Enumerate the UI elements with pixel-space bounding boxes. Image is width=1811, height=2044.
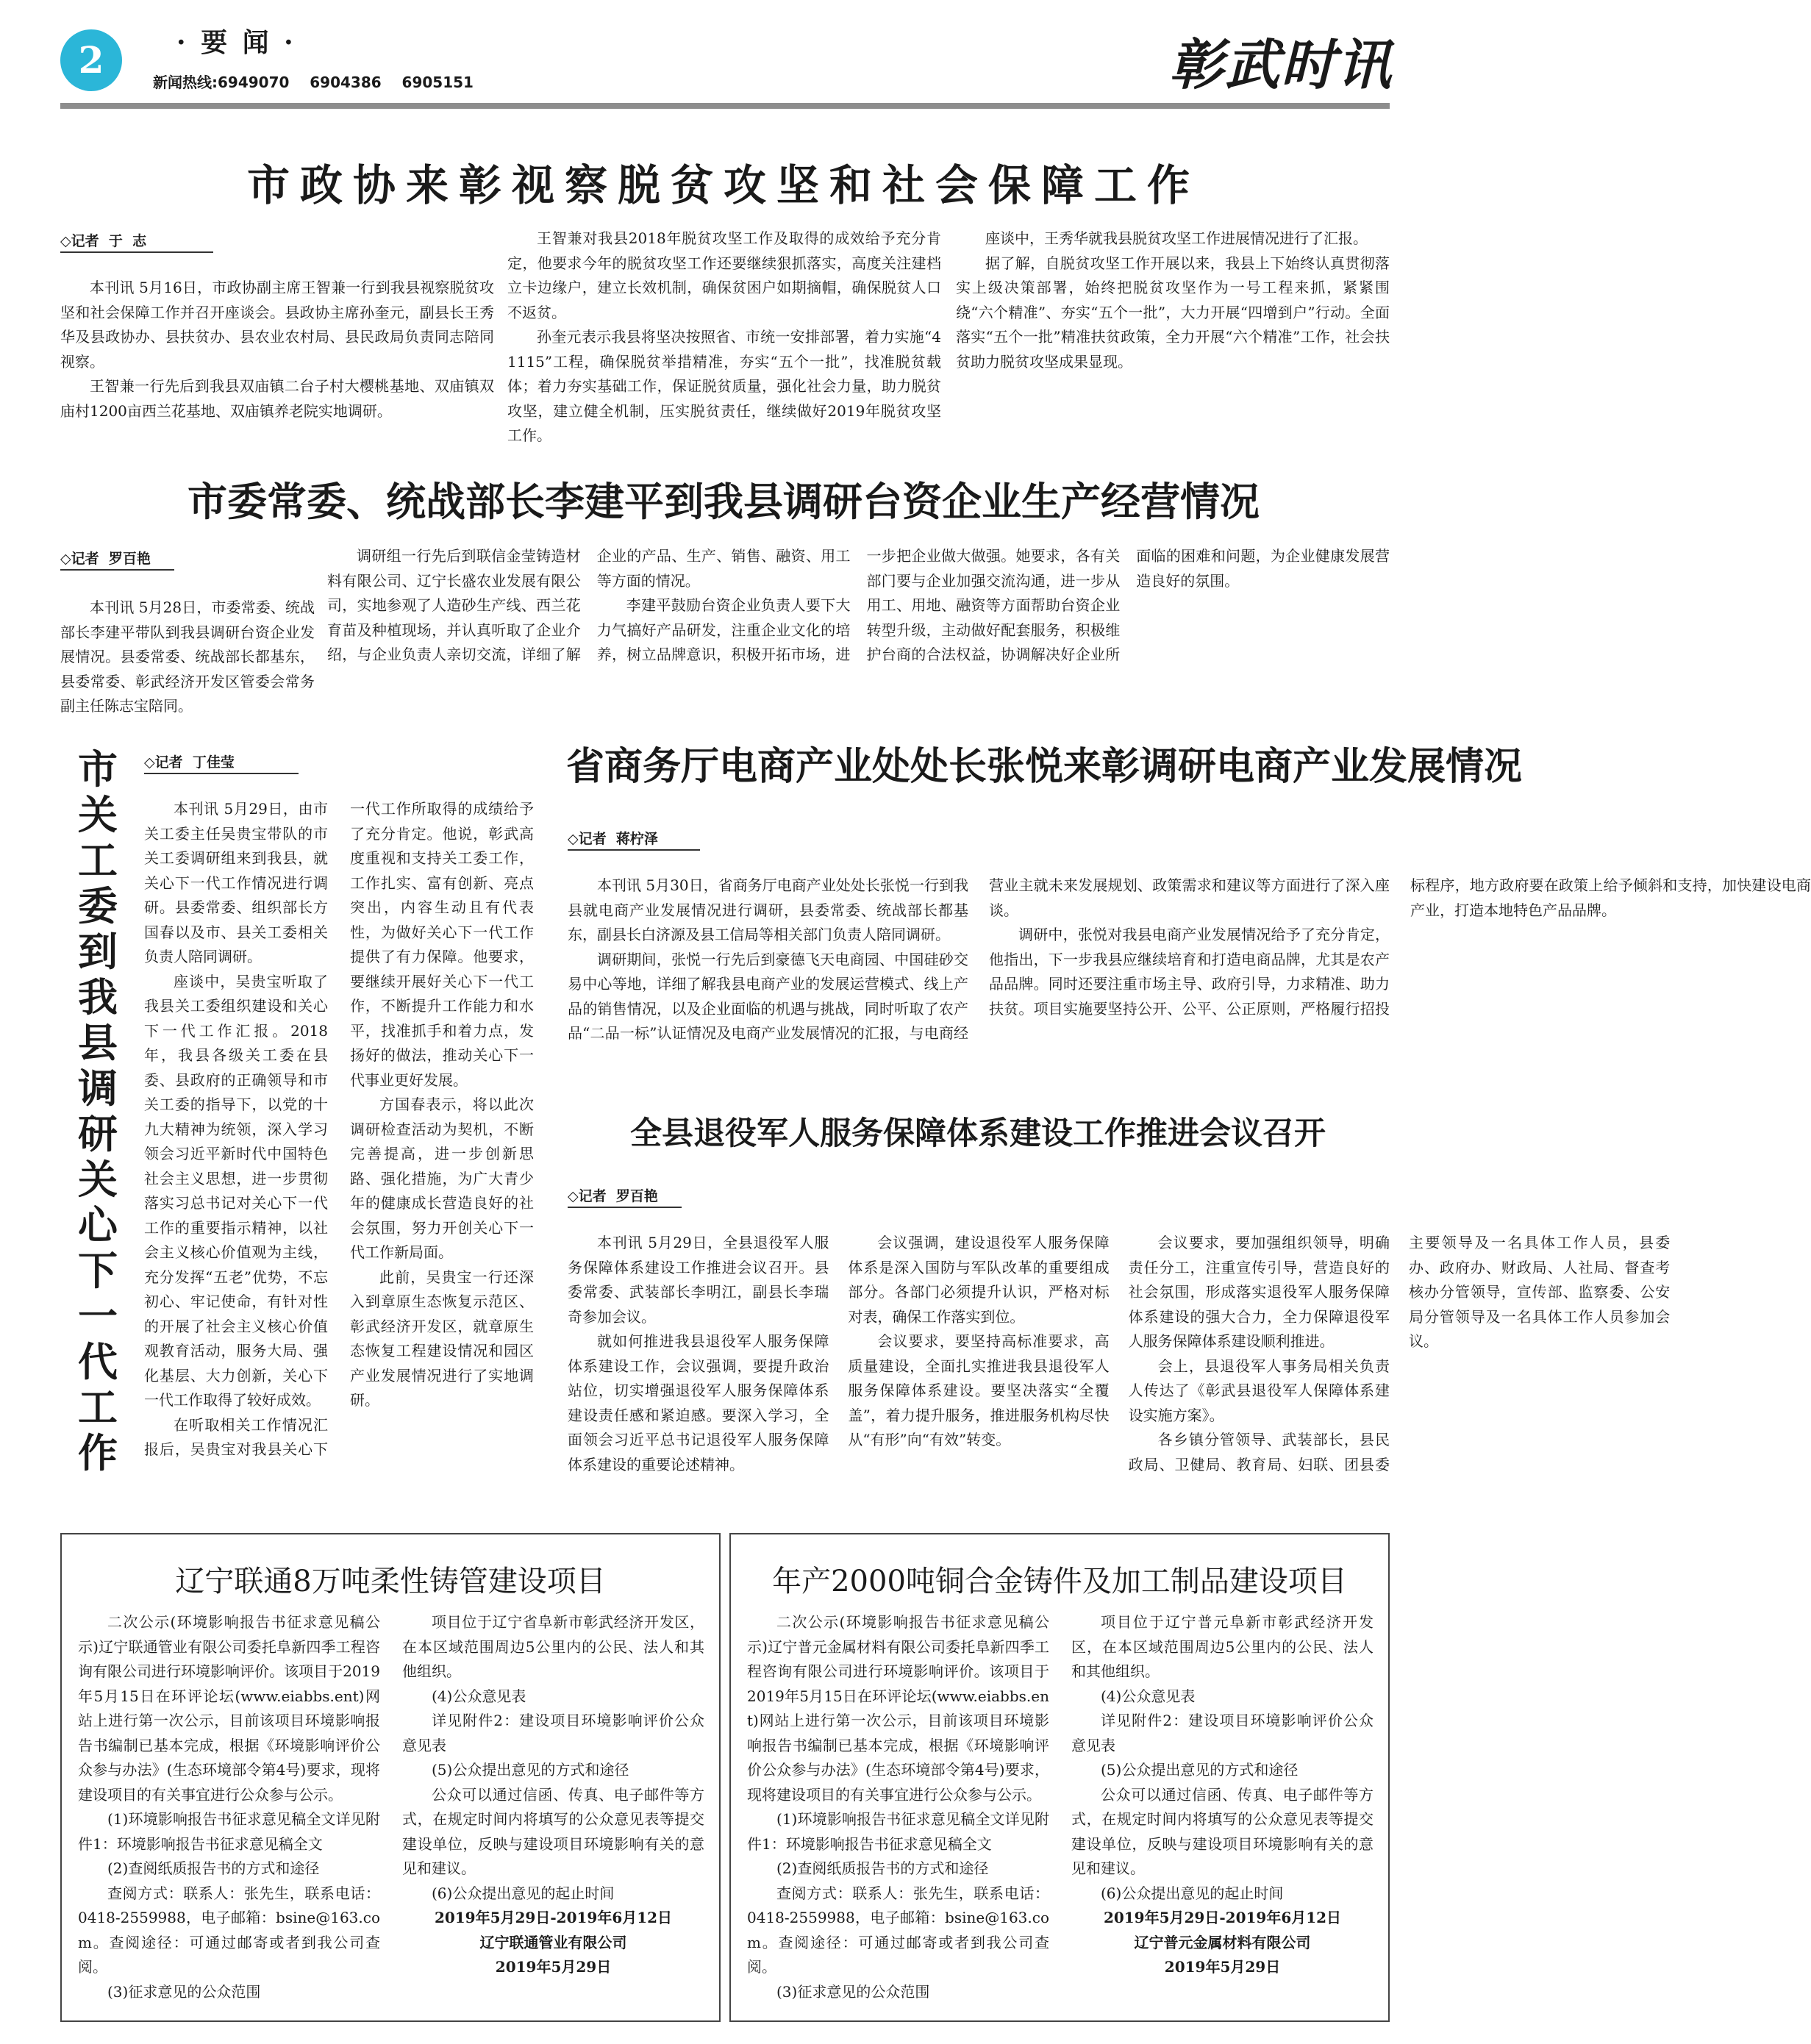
article-5-byline: ◇记者 罗百艳 [568, 1185, 682, 1208]
article-3-byline: ◇记者 丁佳莹 [144, 751, 299, 774]
article-5-body: 本刊讯 5月29日，全县退役军人服务保障体系建设工作推进会议召开。县委常委、武装部长李明江，副县长李瑞奇参加会议。 就如何推进我县退役军人服务保障体系建设工作，会议强调，要提升政治站位，切实增强退役军人服务保障体系建设责任感和紧迫感。要深入学习，全面领会习近平总书记退役军人服务保障体系建设的重要论述精神。 会议强调，建设退役军人服务保障体系是深入国防与军队改革的重要组成部分。各部门必须提升认识，严格对标对表，确保工作落实到位。 会议要求，要坚持高标准要求，高质量建设，全面扎实推进我县退役军人服务保障体系建设。要坚决落实“全覆盖”，着力提升服务，推进服务机构尽快从“有形”向“有效”转变。 会议要求，要加强组织领导，明确责任分工，注重宣传引导，营造良好的社会氛围，形成落实退役军人服务保障体系建设的强大合力，全力保障退役军人服务保障体系建设顺利推进。 会上，县退役军人事务局相关负责人传达了《彰武县退役军人保障体系建设实施方案》。 各乡镇分管领导、武装部长，县民政局、卫健局、教育局、妇联、团县委主要领导及一名具体工作人员，县委办、政府办、财政局、人社局、督查考核办分管领导，宣传部、监察委、公安局分管领导及一名具体工作人员参加会议。 [568, 1234, 1671, 1473]
article-1-col-2: 王智兼对我县2018年脱贫攻坚工作及取得的成效给予充分肯定，他要求今年的脱贫攻坚工作还要继续狠抓落实，高度关注建档立卡边缘户，建立长效机制，确保贫困户如期摘帽，确保脱贫人口不返贫。 孙奎元表示我县将坚决按照省、市统一安排部署，着力实施“41115”工程，确保脱贫举措精准，夯实“五个一批”，找准脱贫载体；着力夯实基础工作，保证脱贫质量，强化社会力量，助力脱贫攻坚，建立健全机制，压实脱贫责任，继续做好2019年脱贫攻坚工作。 [507, 229, 941, 444]
notice-2-body: 二次公示(环境影响报告书征求意见稿公示)辽宁普元金属材料有限公司委托阜新四季工程咨询有限公司进行环境影响评价。该项目于2019年5月15日在环评论坛(www.eiabbs.ent)网站上进行第一次公示，目前该项目环境影响报告书编制已基本完成，根据《环境影响评价公众参与办法》(生态环境部令第4号)要求，现将建设项目的有关事宜进行公众参与公示。 (1)环境影响报告书征求意见稿全文详见附件1：环境影响报告书征求意见稿全文 (2)查阅纸质报告书的方式和途径 查阅方式：联系人：张先生，联系电话：0418-2559988，电子邮箱：bsine@163.com。查阅途径：可通过邮寄或者到我公司查阅。 (3)征求意见的公众范围 项目位于辽宁普元阜新市彰武经济开发区，在本区域范围周边5公里内的公民、法人和其他组织。 (4)公众意见表 详见附件2：建设项目环境影响评价公众意见表 (5)公众提出意见的方式和途径 公众可以通过信函、传真、电子邮件等方式，在规定时间内将填写的公众意见表等提交建设单位，反映与建设项目环境影响有关的意见和建议。 (6)公众提出意见的起止时间 2019年5月29日-2019年6月12日 辽宁普元金属材料有限公司 2019年5月29日 [747, 1613, 1374, 2001]
article-3-body: 本刊讯 5月29日，由市关工委主任吴贵宝带队的市关工委调研组来到我县，就关心下一代工作情况进行调研。县委常委、组织部长方国春以及市、县关工委相关负责人陪同调研。 座谈中，吴贵宝听取了我县关工委组织建设和关心下一代工作汇报。2018年，我县各级关工委在县委、县政府的正确领导和市关工委的指导下，以党的十九大精神为统领，深入学习领会习近平新时代中国特色社会主义思想，进一步贯彻落实习总书记对关心下一代工作的重要指示精神，以社会主义核心价值观为主线，充分发挥“五老”优势，不忘初心、牢记使命，有针对性的开展了社会主义核心价值观教育活动，服务大局、强化基层、大力创新，关心下一代工作取得了较好成效。 在听取相关工作情况汇报后，吴贵宝对我县关心下一代工作所取得的成绩给予了充分肯定。他说，彰武高度重视和支持关工委工作，工作扎实、富有创新、亮点突出，内容生动且有代表性，为做好关心下一代工作提供了有力保障。他要求，要继续开展好关心下一代工作，不断提升工作能力和水平，找准抓手和着力点，发扬好的做法，推动关心下一代事业更好发展。 方国春表示，将以此次调研检查活动为契机，不断完善提高，进一步创新思路、强化措施，为广大青少年的健康成长营造良好的社会氛围，努力开创关心下一代工作新局面。 此前，吴贵宝一行还深入到章原生态恢复示范区、彰武经济开发区，就章原生态恢复工程建设情况和园区产业发展情况进行了实地调研。 [144, 800, 534, 1458]
news-hotline: 新闻热线:6949070 6904386 6905151 [153, 74, 474, 91]
notice-box-2 [729, 1533, 1390, 2022]
article-3-headline: 市关工委到我县调研关心下一代工作 [78, 746, 118, 1476]
notice-box-1 [60, 1533, 721, 2022]
article-2-col-2: 调研组一行先后到联信金莹铸造材料有限公司、辽宁长盛农业发展有限公司，实地参观了人造砂生产线、西兰花育苗及种植现场，并认真听取了企业介绍，与企业负责人亲切交流，详细了解企业的产品、生产、销售、融资、用工等方面的情况。 李建平鼓励台资企业负责人要下大力气搞好产品研发，注重企业文化的培养，树立品牌意识，积极开拓市场，进一步把企业做大做强。她要求，各有关部门要与企业加强交流沟通，进一步从用工、用地、融资等方面帮助台资企业转型升级，主动做好配套服务，积极维护台商的合法权益，协调解决好企业所面临的困难和问题，为企业健康发展营造良好的氛围。 [327, 547, 1390, 663]
section-label: · 要 闻 · [176, 27, 296, 58]
masthead: 彰武时讯 [1169, 34, 1393, 97]
article-2-col-1: 本刊讯 5月28日，市委常委、统战部长李建平带队到我县调研台资企业发展情况。县委常委、统战部长都基东，县委常委、彰武经济开发区管委会常务副主任陈志宝陪同。 [60, 598, 315, 715]
article-2-headline: 市委常委、统战部长李建平到我县调研台资企业生产经营情况 [187, 478, 1260, 525]
article-5-headline: 全县退役军人服务保障体系建设工作推进会议召开 [630, 1115, 1326, 1152]
article-4-headline: 省商务厅电商产业处处长张悦来彰调研电商产业发展情况 [566, 744, 1523, 789]
article-2-byline: ◇记者 罗百艳 [60, 548, 174, 571]
article-1-col-1: 本刊讯 5月16日，市政协副主席王智兼一行到我县视察脱贫攻坚和社会保障工作并召开座谈会。县政协主席孙奎元，副县长王秀华及县政协办、县扶贫办、县农业农村局、县民政局负责同志陪同视察。 王智兼一行先后到我县双庙镇二台子村大樱桃基地、双庙镇双庙村1200亩西兰花基地、双庙镇养老院实地调研。 [60, 279, 494, 420]
article-4-byline: ◇记者 蒋柠泽 [568, 828, 700, 851]
notice-2-title: 年产2000吨铜合金铸件及加工制品建设项目 [772, 1565, 1347, 1598]
notice-1-title: 辽宁联通8万吨柔性铸管建设项目 [175, 1565, 606, 1598]
article-1-byline: ◇记者 于 志 [60, 230, 213, 253]
notice-1-body: 二次公示(环境影响报告书征求意见稿公示)辽宁联通管业有限公司委托阜新四季工程咨询有限公司进行环境影响评价。该项目于2019年5月15日在环评论坛(www.eiabbs.ent)网站上进行第一次公示，目前该项目环境影响报告书编制已基本完成，根据《环境影响评价公众参与办法》(生态环境部令第4号)要求，现将建设项目的有关事宜进行公众参与公示。 (1)环境影响报告书征求意见稿全文详见附件1：环境影响报告书征求意见稿全文 (2)查阅纸质报告书的方式和途径 查阅方式：联系人：张先生，联系电话：0418-2559988，电子邮箱：bsine@163.com。查阅途径：可通过邮寄或者到我公司查阅。 (3)征求意见的公众范围 项目位于辽宁省阜新市彰武经济开发区，在本区域范围周边5公里内的公民、法人和其他组织。 (4)公众意见表 详见附件2：建设项目环境影响评价公众意见表 (5)公众提出意见的方式和途径 公众可以通过信函、传真、电子邮件等方式，在规定时间内将填写的公众意见表等提交建设单位，反映与建设项目环境影响有关的意见和建议。 (6)公众提出意见的起止时间 2019年5月29日-2019年6月12日 辽宁联通管业有限公司 2019年5月29日 [78, 1613, 704, 2001]
header-rule [60, 103, 1390, 109]
article-1-col-3: 座谈中，王秀华就我县脱贫攻坚工作进展情况进行了汇报。 据了解，自脱贫攻坚工作开展以来，我县上下始终认真贯彻落实上级决策部署，始终把脱贫攻坚作为一号工程来抓，紧紧围绕“六个精准”、夯实“五个一批”，大力开展“四增到户”行动。全面落实“五个一批”精准扶贫政策，全力开展“六个精准”工作，社会扶贫助力脱贫攻坚成果显现。 [956, 229, 1390, 371]
article-1-headline: 市政协来彰视察脱贫攻坚和社会保障工作 [246, 160, 1200, 210]
article-4-body: 本刊讯 5月30日，省商务厅电商产业处处长张悦一行到我县就电商产业发展情况进行调研，县委常委、统战部长都基东，副县长白济源及县工信局等相关部门负责人陪同调研。 调研期间，张悦一行先后到豪德飞天电商园、中国硅砂交易中心等地，详细了解我县电商产业的发展运营模式、线上产品的销售情况，以及企业面临的机遇与挑战，同时听取了农产品“二品一标”认证情况及电商产业发展情况的汇报，与电商经营业主就未来发展规划、政策需求和建议等方面进行了深入座谈。 调研中，张悦对我县电商产业发展情况给予了充分肯定，他指出，下一步我县应继续培育和打造电商品牌，尤其是农产品品牌。同时还要注重市场主导、政府引导，力求精准、助力扶贫。项目实施要坚持公开、公平、公正原则，严格履行招投标程序，地方政府要在政策上给予倾斜和支持，加快建设电商产业，打造本地特色产品品牌。 [568, 876, 1811, 1042]
page-number-badge: 2 [60, 29, 122, 91]
